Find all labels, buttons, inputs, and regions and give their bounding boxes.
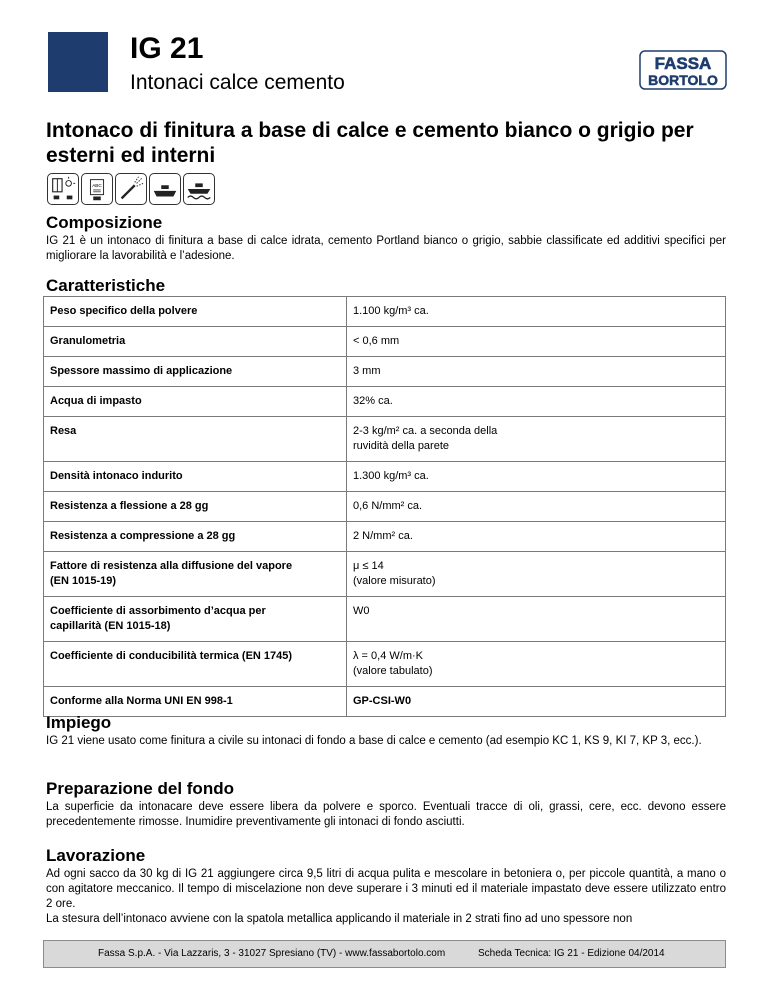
section-impiego (46, 713, 726, 749)
spray-application-icon (115, 173, 147, 205)
spec-label: Densità intonaco indurito (44, 462, 347, 492)
application-icons (47, 173, 217, 205)
spec-value: 2 N/mm² ca. (347, 522, 726, 552)
logo-top-text: FASSA (654, 54, 712, 73)
spec-value: W0 (347, 597, 726, 642)
table-row (44, 597, 726, 642)
table-row (44, 327, 726, 357)
lavorazione-text-2: La stesura dell’intonaco avviene con la spatola metallica applicando il materiale in 2 strati fino ad uno spessore non (46, 913, 633, 925)
spec-value: 1.300 kg/m³ ca. (347, 462, 726, 492)
product-code: IG 21 (130, 32, 204, 65)
lavorazione-text-1: Ad ogni sacco da 30 kg di IG 21 aggiungere circa 9,5 litri di acqua pulita e mescolare in betoniera o, per piccole quantità, a mano o con agitatore meccanico. Il tempo di miscelazione non deve superare i 3 minuti ed il materiale impastato deve essere utilizzato entro 2 ore. (46, 868, 726, 910)
section-composizione (46, 213, 726, 264)
spec-value: μ ≤ 14 (valore misurato) (347, 552, 726, 597)
table-row (44, 687, 726, 717)
trowel-smooth-icon (149, 173, 181, 205)
caratteristiche-heading: Caratteristiche (46, 276, 166, 295)
footer-sheet-info: Scheda Tecnica: IG 21 - Edizione 04/2014 (478, 948, 665, 959)
manual-application-icon (81, 173, 113, 205)
composizione-heading: Composizione (46, 213, 163, 232)
preparazione-heading: Preparazione del fondo (46, 779, 234, 798)
table-row (44, 462, 726, 492)
spec-label: Spessore massimo di applicazione (44, 357, 347, 387)
table-row (44, 522, 726, 552)
table-row (44, 417, 726, 462)
table-row (44, 552, 726, 597)
spec-value: λ = 0,4 W/m·K (valore tabulato) (347, 642, 726, 687)
document-title: Intonaco di finitura a base di calce e cemento bianco o grigio per esterni ed interni (46, 119, 694, 167)
spec-value: 3 mm (347, 357, 726, 387)
characteristics-table (43, 296, 726, 717)
fassa-bortolo-logo (639, 50, 727, 90)
svg-text:ABC: ABC (92, 183, 102, 189)
table-row (44, 642, 726, 687)
spec-label: Fattore di resistenza alla diffusione del vapore (EN 1015-19) (44, 552, 347, 597)
spec-value: 2-3 kg/m² ca. a seconda della ruvidità della parete (347, 417, 726, 462)
logo-bottom-text: BORTOLO (648, 72, 718, 88)
spec-value: 0,6 N/mm² ca. (347, 492, 726, 522)
interior-exterior-icon (47, 173, 79, 205)
impiego-text: IG 21 viene usato come finitura a civile su intonaci di fondo a base di calce e cemento (ad esempio KC 1, KS 9, KI 7, KP 3, ecc.). (46, 735, 702, 747)
lavorazione-heading: Lavorazione (46, 846, 146, 865)
table-row (44, 387, 726, 417)
product-family: Intonaci calce cemento (130, 71, 345, 94)
section-caratteristiche (46, 276, 726, 296)
impiego-heading: Impiego (46, 713, 112, 732)
table-row (44, 357, 726, 387)
spec-label: Coefficiente di assorbimento d’acqua per capillarità (EN 1015-18) (44, 597, 347, 642)
spec-label: Peso specifico della polvere (44, 297, 347, 327)
section-preparazione (46, 779, 726, 830)
spec-label: Granulometria (44, 327, 347, 357)
page-footer (43, 940, 726, 968)
footer-company: Fassa S.p.A. - Via Lazzaris, 3 - 31027 Spresiano (TV) - www.fassabortolo.com (98, 948, 446, 959)
section-lavorazione (46, 846, 726, 927)
spec-value: GP-CSI-W0 (347, 687, 726, 717)
composizione-text: IG 21 è un intonaco di finitura a base di calce idrata, cemento Portland bianco o grigio, sabbie classificate ed additivi specifici per migliorare la lavorabilità e l’adesione. (46, 235, 726, 262)
product-color-block (48, 32, 108, 92)
spec-label: Resa (44, 417, 347, 462)
spec-label: Conforme alla Norma UNI EN 998-1 (44, 687, 347, 717)
spec-value: < 0,6 mm (347, 327, 726, 357)
table-row (44, 297, 726, 327)
spec-value: 1.100 kg/m³ ca. (347, 297, 726, 327)
table-row (44, 492, 726, 522)
spec-value: 32% ca. (347, 387, 726, 417)
spec-label: Resistenza a flessione a 28 gg (44, 492, 347, 522)
preparazione-text: La superficie da intonacare deve essere libera da polvere e sporco. Eventuali tracce di oli, grassi, cere, ecc. devono essere precedentemente rimosse. Inumidire preventivamente gli intonaci di fondo asciutti. (46, 801, 726, 828)
spec-label: Coefficiente di conducibilità termica (EN 1745) (44, 642, 347, 687)
trowel-wavy-icon (183, 173, 215, 205)
spec-label: Resistenza a compressione a 28 gg (44, 522, 347, 552)
spec-label: Acqua di impasto (44, 387, 347, 417)
